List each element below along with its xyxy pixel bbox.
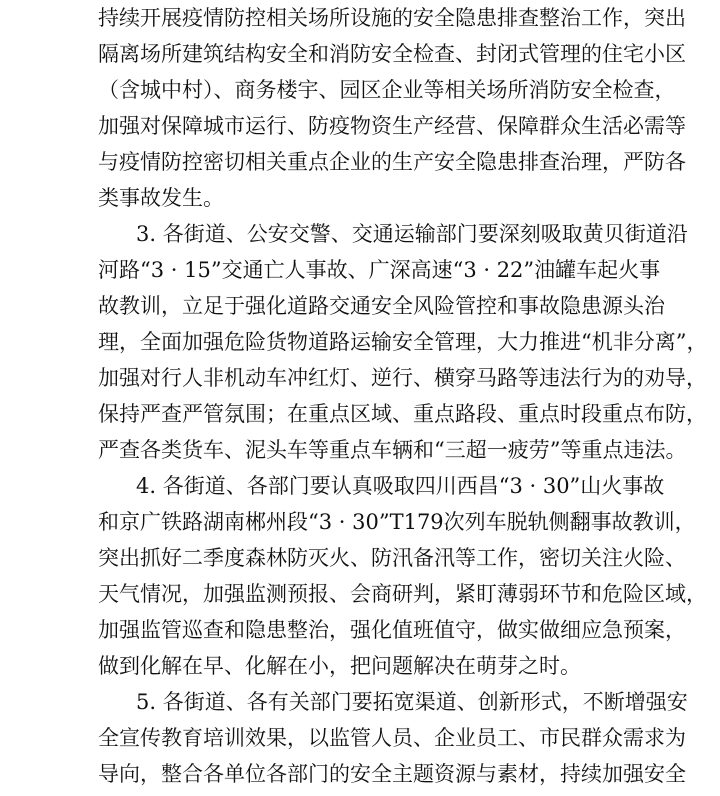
text-line: 突出抓好二季度森林防灭火、防汛备汛等工作，密切关注火险、 <box>98 546 686 570</box>
text-line: 故教训，立足于强化道路交通安全风险管控和事故隐患源头治 <box>98 294 665 318</box>
text-line: 理，全面加强危险货物道路运输安全管理，大力推进“机非分离”， <box>98 330 708 354</box>
text-line: 加强对保障城市运行、防疫物资生产经营、保障群众生活必需等 <box>98 114 686 138</box>
text-line: 隔离场所建筑结构安全和消防安全检查、封闭式管理的住宅小区 <box>98 42 686 66</box>
text-line: 3. 各街道、公安交警、交通运输部门要深刻吸取黄贝街道沿 <box>136 222 688 246</box>
text-line: 河路“3 · 15”交通亡人事故、广深高速“3 · 22”油罐车起火事 <box>98 258 661 282</box>
text-line: 加强监管巡查和隐患整治，强化值班值守，做实做细应急预案， <box>98 618 686 642</box>
text-line: 持续开展疫情防控相关场所设施的安全隐患排查整治工作，突出 <box>98 6 686 30</box>
text-line: 类事故发生。 <box>98 186 224 210</box>
text-line: （含城中村）、商务楼宇、园区企业等相关场所消防安全检查， <box>98 78 676 102</box>
text-line: 与疫情防控密切相关重点企业的生产安全隐患排查治理，严防各 <box>98 150 686 174</box>
text-line: 保持严查严管氛围；在重点区域、重点路段、重点时段重点布防， <box>98 402 707 426</box>
text-line: 和京广铁路湖南郴州段“3 · 30”T179次列车脱轨侧翻事故教训， <box>98 510 696 534</box>
text-line: 导向，整合各单位各部门的安全主题资源与素材，持续加强安全 <box>98 762 686 786</box>
text-line: 5. 各街道、各有关部门要拓宽渠道、创新形式，不断增强安 <box>136 690 688 714</box>
text-line: 全宣传教育培训效果，以监管人员、企业员工、市民群众需求为 <box>98 726 686 750</box>
text-line: 加强对行人非机动车冲红灯、逆行、横穿马路等违法行为的劝导， <box>98 366 707 390</box>
text-line: 做到化解在早、化解在小，把问题解决在萌芽之时。 <box>98 654 581 678</box>
text-line: 天气情况，加强监测预报、会商研判，紧盯薄弱环节和危险区域， <box>98 582 707 606</box>
text-line: 严查各类货车、泥头车等重点车辆和“三超一疲劳”等重点违法。 <box>98 438 687 462</box>
text-line: 4. 各街道、各部门要认真吸取四川西昌“3 · 30”山火事故 <box>136 474 665 498</box>
